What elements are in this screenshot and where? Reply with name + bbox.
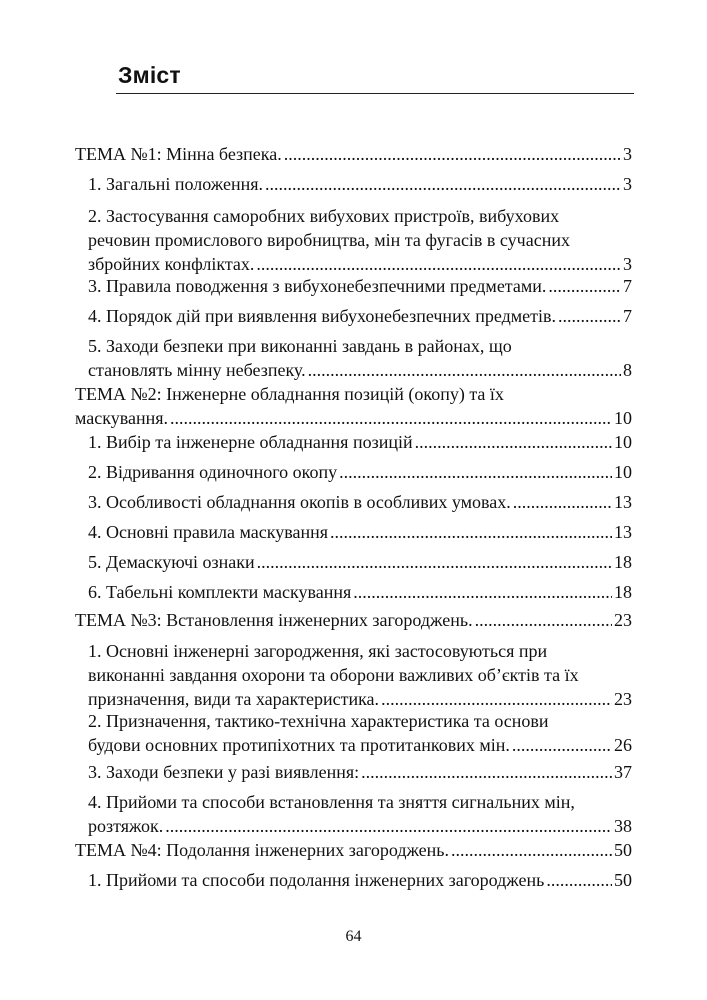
toc-line — [75, 838, 632, 862]
toc-subentry[interactable] — [88, 274, 632, 298]
toc-entry-text: 1. Вибір та інженерне обладнання позицій — [88, 432, 413, 452]
toc-page-number: 3 — [623, 254, 632, 274]
toc-subentry[interactable] — [88, 334, 632, 382]
dot-leader — [308, 358, 621, 382]
toc-line — [88, 580, 632, 604]
toc-subentry[interactable] — [88, 204, 632, 276]
toc-entry-text: 2. Призначення, тактико-технічна характеристика та основи — [88, 711, 549, 731]
toc-entry-text: виконанні завдання охорони та оборони важливих об’єктів та їх — [88, 665, 579, 685]
toc-page-number: 18 — [614, 552, 632, 572]
toc-entry-text: 2. Відривання одиночного окопу — [88, 462, 338, 482]
toc-subentry[interactable] — [88, 639, 632, 711]
toc-page-number: 3 — [623, 174, 632, 194]
toc-line — [88, 790, 632, 814]
toc-entry-text: збройних конфліктах. — [88, 254, 255, 274]
toc-entry-text: 4. Прийоми та способи встановлення та зняття сигнальних мін, — [88, 792, 575, 812]
toc-page-number: 23 — [614, 610, 632, 630]
toc-entry-text: ТЕМА №3: Встановлення інженерних загороджень. — [75, 610, 473, 630]
dot-leader — [265, 172, 621, 196]
toc-line — [88, 814, 632, 838]
toc-theme-entry[interactable] — [75, 142, 632, 166]
toc-theme-entry[interactable] — [75, 838, 632, 862]
toc-line — [88, 358, 632, 382]
toc-subentry[interactable] — [88, 460, 632, 484]
toc-line — [88, 204, 632, 228]
dot-leader — [381, 687, 612, 711]
dot-leader — [475, 608, 612, 632]
toc-entry-text: розтяжок. — [88, 816, 164, 836]
toc-line — [75, 406, 632, 430]
dot-leader — [451, 838, 612, 862]
dot-leader — [170, 406, 612, 430]
heading-rule — [116, 93, 634, 94]
toc-entry-text: 1. Загальні положення. — [88, 174, 264, 194]
dot-leader — [548, 274, 621, 298]
toc-subentry[interactable] — [88, 520, 632, 544]
dot-leader — [330, 520, 612, 544]
dot-leader — [546, 868, 612, 892]
toc-heading: Зміст — [118, 62, 181, 88]
toc-line — [88, 490, 632, 514]
toc-page-number: 7 — [623, 306, 632, 326]
toc-entry-text: 1. Прийоми та способи подолання інженерних загороджень — [88, 870, 545, 890]
toc-entry-text: ТЕМА №1: Мінна безпека. — [75, 144, 282, 164]
toc-line — [88, 304, 632, 328]
toc-entry-text: 3. Правила поводження з вибухонебезпечними предметами. — [88, 276, 547, 296]
toc-line — [88, 172, 632, 196]
toc-page-number: 38 — [614, 816, 632, 836]
toc-line — [75, 608, 632, 632]
toc-line — [88, 430, 632, 454]
toc-page-number: 7 — [623, 276, 632, 296]
toc-entry-text: ТЕМА №4: Подолання інженерних загороджень. — [75, 840, 450, 860]
toc-subentry[interactable] — [88, 304, 632, 328]
toc-page-number: 8 — [623, 360, 632, 380]
toc-page-number: 10 — [614, 462, 632, 482]
toc-subentry[interactable] — [88, 172, 632, 196]
toc-entry-text: 6. Табельні комплекти маскування — [88, 582, 352, 602]
dot-leader — [257, 550, 612, 574]
toc-page-number: 13 — [614, 522, 632, 542]
dot-leader — [165, 814, 612, 838]
toc-entry-text: речовин промислового виробництва, мін та фугасів в сучасних — [88, 230, 570, 250]
toc-page-number: 26 — [614, 735, 632, 755]
dot-leader — [512, 733, 612, 757]
toc-subentry[interactable] — [88, 790, 632, 838]
toc-page-number: 10 — [614, 408, 632, 428]
toc-line — [88, 687, 632, 711]
dot-leader — [558, 304, 621, 328]
toc-line — [88, 733, 632, 757]
toc-entry-text: 5. Демаскуючі ознаки — [88, 552, 255, 572]
toc-entry-text: 4. Основні правила маскування — [88, 522, 329, 542]
toc-entry-text: 3. Заходи безпеки у разі виявлення: — [88, 762, 360, 782]
toc-page-number: 50 — [614, 840, 632, 860]
toc-subentry[interactable] — [88, 709, 632, 757]
toc-subentry[interactable] — [88, 580, 632, 604]
toc-page-number: 50 — [614, 870, 632, 890]
toc-page-number: 37 — [614, 762, 632, 782]
page-number: 64 — [345, 928, 362, 945]
dot-leader — [284, 142, 621, 166]
dot-leader — [339, 460, 612, 484]
toc-subentry[interactable] — [88, 550, 632, 574]
toc-entry-text: будови основних протипіхотних та протитанкових мін. — [88, 735, 510, 755]
toc-line — [88, 460, 632, 484]
toc-entry-text: 4. Порядок дій при виявлення вибухонебезпечних предметів. — [88, 306, 556, 326]
toc-entry-text: 3. Особливості обладнання окопів в особливих умовах. — [88, 492, 511, 512]
dot-leader — [415, 430, 612, 454]
toc-entry-text: становлять мінну небезпеку. — [88, 360, 306, 380]
toc-line — [88, 760, 632, 784]
toc-line — [88, 550, 632, 574]
toc-line — [75, 382, 632, 406]
toc-line — [88, 334, 632, 358]
dot-leader — [361, 760, 612, 784]
toc-theme-entry[interactable] — [75, 608, 632, 632]
dot-leader — [353, 580, 612, 604]
toc-page-number: 23 — [614, 689, 632, 709]
toc-page-number: 3 — [623, 144, 632, 164]
toc-entry-text: призначення, види та характеристика. — [88, 689, 380, 709]
toc-line — [88, 868, 632, 892]
toc-subentry[interactable] — [88, 868, 632, 892]
toc-subentry[interactable] — [88, 490, 632, 514]
toc-line — [88, 709, 632, 733]
toc-line — [88, 663, 632, 687]
toc-entry-text: ТЕМА №2: Інженерне обладнання позицій (окопу) та їх — [75, 384, 504, 404]
dot-leader — [256, 252, 621, 276]
toc-page-number: 18 — [614, 582, 632, 602]
toc-line — [88, 274, 632, 298]
dot-leader — [513, 490, 612, 514]
toc-entry-text: 1. Основні інженерні загородження, які застосовуються при — [88, 641, 548, 661]
toc-line — [88, 252, 632, 276]
toc-line — [88, 639, 632, 663]
toc-theme-entry[interactable] — [75, 382, 632, 430]
toc-entry-text: маскування. — [75, 408, 169, 428]
toc-subentry[interactable] — [88, 430, 632, 454]
toc-line — [88, 228, 632, 252]
toc-page-number: 10 — [614, 432, 632, 452]
toc-page-number: 13 — [614, 492, 632, 512]
toc-line — [88, 520, 632, 544]
toc-entry-text: 2. Застосування саморобних вибухових пристроїв, вибухових — [88, 206, 560, 226]
toc-line — [75, 142, 632, 166]
toc-subentry[interactable] — [88, 760, 632, 784]
toc-entry-text: 5. Заходи безпеки при виконанні завдань в районах, що — [88, 336, 512, 356]
